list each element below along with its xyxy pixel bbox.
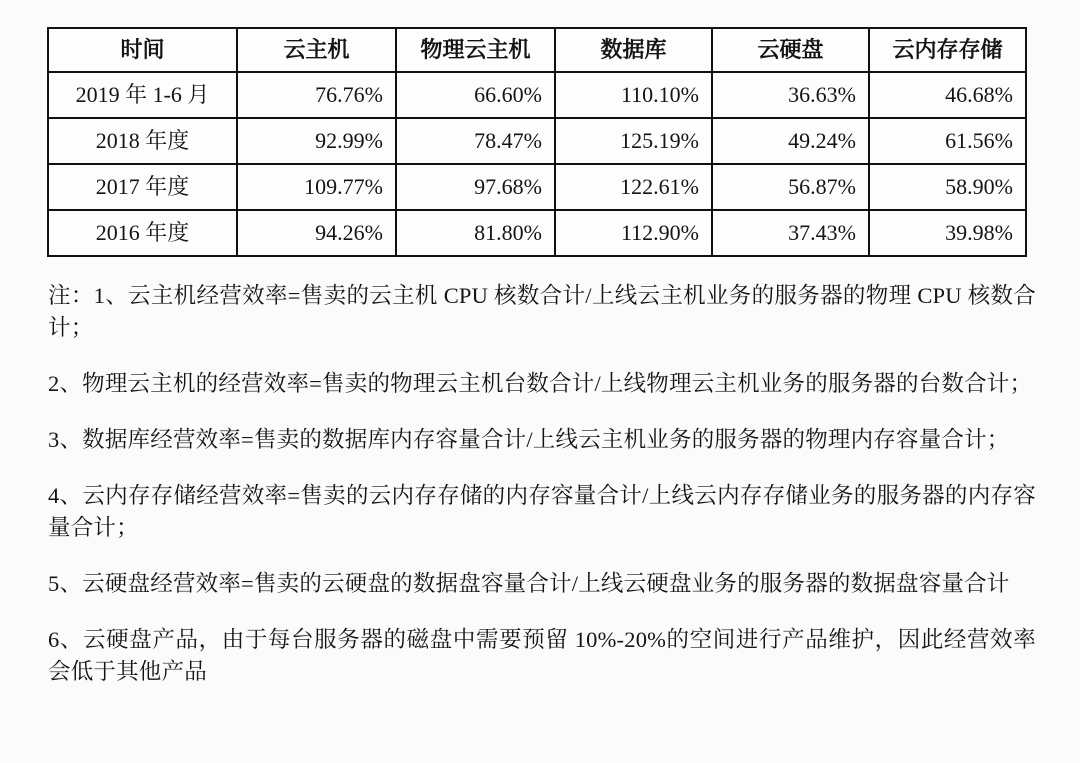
footnote-4: 4、云内存存储经营效率=售卖的云内存存储的内存容量合计/上线云内存存储业务的服务器的内存容量合计； [48,483,1036,540]
table-row [48,164,1026,210]
value-cell: 122.61% [555,164,712,210]
value-cell: 61.56% [869,118,1026,164]
value-cell: 125.19% [555,118,712,164]
value-cell: 112.90% [555,210,712,256]
value-cell: 39.98% [869,210,1026,256]
table-row [48,118,1026,164]
value-cell: 81.80% [396,210,555,256]
footnote-5: 5、云硬盘经营效率=售卖的云硬盘的数据盘容量合计/上线云硬盘业务的服务器的数据盘容量合计 [48,571,1010,596]
value-cell: 110.10% [555,72,712,118]
footnotes-block [48,280,1036,688]
footnote-3: 3、数据库经营效率=售卖的数据库内存容量合计/上线云主机业务的服务器的物理内存容量合计； [48,427,1010,452]
column-header-time: 时间 [48,28,237,72]
column-header-cloud-host: 云主机 [237,28,396,72]
value-cell: 37.43% [712,210,869,256]
value-cell: 66.60% [396,72,555,118]
table-row [48,210,1026,256]
operating-efficiency-table [47,27,1027,257]
period-cell: 2018 年度 [48,118,237,164]
column-header-database: 数据库 [555,28,712,72]
column-header-cloud-memory-storage: 云内存存储 [869,28,1026,72]
footnote-1: 注：1、云主机经营效率=售卖的云主机 CPU 核数合计/上线云主机业务的服务器的物理 CPU 核数合计； [48,283,1036,340]
value-cell: 46.68% [869,72,1026,118]
value-cell: 78.47% [396,118,555,164]
column-header-physical-cloud-host: 物理云主机 [396,28,555,72]
value-cell: 49.24% [712,118,869,164]
column-header-cloud-disk: 云硬盘 [712,28,869,72]
table-header-row [48,28,1026,72]
period-cell: 2016 年度 [48,210,237,256]
value-cell: 36.63% [712,72,869,118]
table-row [48,72,1026,118]
value-cell: 97.68% [396,164,555,210]
value-cell: 56.87% [712,164,869,210]
value-cell: 58.90% [869,164,1026,210]
value-cell: 94.26% [237,210,396,256]
value-cell: 92.99% [237,118,396,164]
value-cell: 76.76% [237,72,396,118]
footnote-2: 2、物理云主机的经营效率=售卖的物理云主机台数合计/上线物理云主机业务的服务器的台数合计； [48,371,1033,396]
period-cell: 2019 年 1-6 月 [48,72,237,118]
period-cell: 2017 年度 [48,164,237,210]
footnote-6: 6、云硬盘产品，由于每台服务器的磁盘中需要预留 10%-20%的空间进行产品维护，因此经营效率会低于其他产品 [48,627,1036,684]
value-cell: 109.77% [237,164,396,210]
